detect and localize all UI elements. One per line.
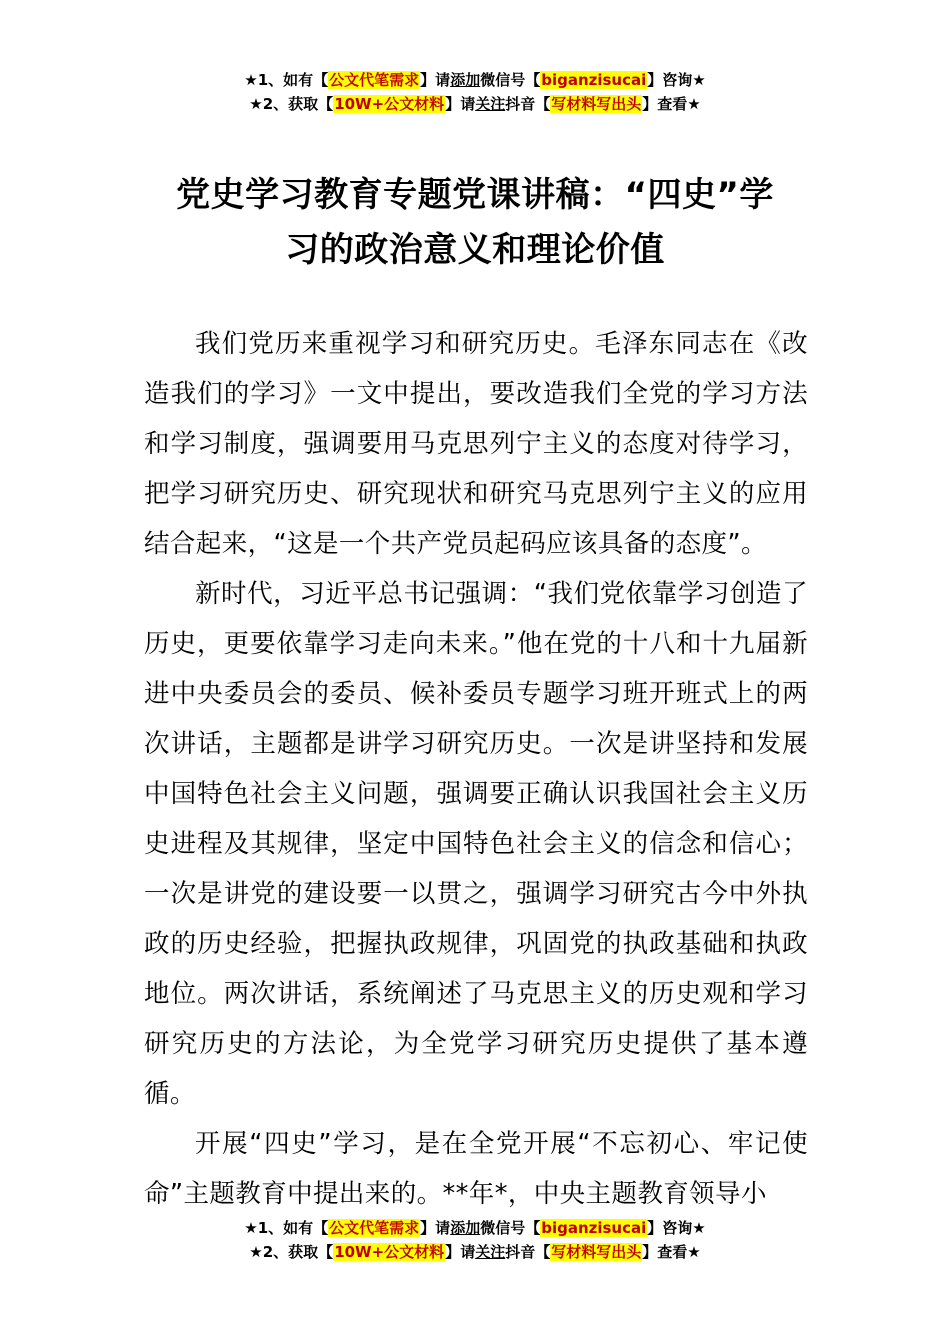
- title-line-2: 习的政治意义和理论价值: [285, 230, 665, 270]
- notice-text: 】查看★: [642, 95, 701, 113]
- notice-text: 】咨询★: [647, 1219, 706, 1237]
- highlight-wechat-id: biganzisucai: [541, 1219, 647, 1237]
- document-body: [144, 319, 808, 1219]
- paragraph-1: 我们党历来重视学习和研究历史。毛泽东同志在《改造我们的学习》一文中提出，要改造我们全党的学习方法和学习制度，强调要用马克思列宁主义的态度对待学习，把学习研究历史、研究现状和研究马克思列宁主义的应用结合起来，“这是一个共产党员起码应该具备的态度”。: [144, 329, 808, 559]
- notice-text: 微信号【: [480, 71, 541, 89]
- footer-notice: [0, 1216, 950, 1264]
- header-notice: [0, 68, 950, 116]
- highlight-service: 公文代笔需求: [329, 71, 420, 89]
- notice-emphasis: 添加: [450, 1219, 481, 1237]
- highlight-materials: 10W+公文材料: [334, 1243, 445, 1261]
- notice-text: ★2、获取【: [249, 95, 334, 113]
- paragraph-3: 开展“四史”学习，是在全党开展“不忘初心、牢记使命”主题教育中提出来的。**年*，中央主题教育领导小: [144, 1129, 808, 1209]
- highlight-materials: 10W+公文材料: [334, 95, 445, 113]
- notice-line-2: [0, 1240, 950, 1264]
- notice-text: 】请: [420, 71, 451, 89]
- notice-text: 】请: [445, 1243, 476, 1261]
- notice-text: ★2、获取【: [249, 1243, 334, 1261]
- notice-text: 微信号【: [480, 1219, 541, 1237]
- notice-text: 抖音【: [505, 95, 551, 113]
- notice-emphasis: 关注: [475, 95, 506, 113]
- notice-emphasis: 关注: [475, 1243, 506, 1261]
- notice-line-2: [0, 92, 950, 116]
- notice-text: 】咨询★: [647, 71, 706, 89]
- highlight-douyin-id: 写材料写出头: [551, 95, 642, 113]
- notice-emphasis: 添加: [450, 71, 481, 89]
- highlight-douyin-id: 写材料写出头: [551, 1243, 642, 1261]
- notice-text: ★1、如有【: [244, 1219, 329, 1237]
- document-title: [140, 168, 810, 278]
- notice-text: ★1、如有【: [244, 71, 329, 89]
- highlight-wechat-id: biganzisucai: [541, 71, 647, 89]
- notice-text: 】请: [445, 95, 476, 113]
- notice-text: 】请: [420, 1219, 451, 1237]
- notice-line-1: [0, 68, 950, 92]
- highlight-service: 公文代笔需求: [329, 1219, 420, 1237]
- notice-line-1: [0, 1216, 950, 1240]
- title-line-1: 党史学习教育专题党课讲稿：“四史”学: [176, 175, 774, 215]
- notice-text: 抖音【: [505, 1243, 551, 1261]
- paragraph-2: 新时代，习近平总书记强调：“我们党依靠学习创造了历史，更要依靠学习走向未来。”他在党的十八和十九届新进中央委员会的委员、候补委员专题学习班开班式上的两次讲话，主题都是讲学习研究历史。一次是讲坚持和发展中国特色社会主义问题，强调要正确认识我国社会主义历史进程及其规律，坚定中国特色社会主义的信念和信心；一次是讲党的建设要一以贯之，强调学习研究古今中外执政的历史经验，把握执政规律，巩固党的执政基础和执政地位。两次讲话，系统阐述了马克思主义的历史观和学习研究历史的方法论，为全党学习研究历史提供了基本遵循。: [144, 579, 808, 1109]
- notice-text: 】查看★: [642, 1243, 701, 1261]
